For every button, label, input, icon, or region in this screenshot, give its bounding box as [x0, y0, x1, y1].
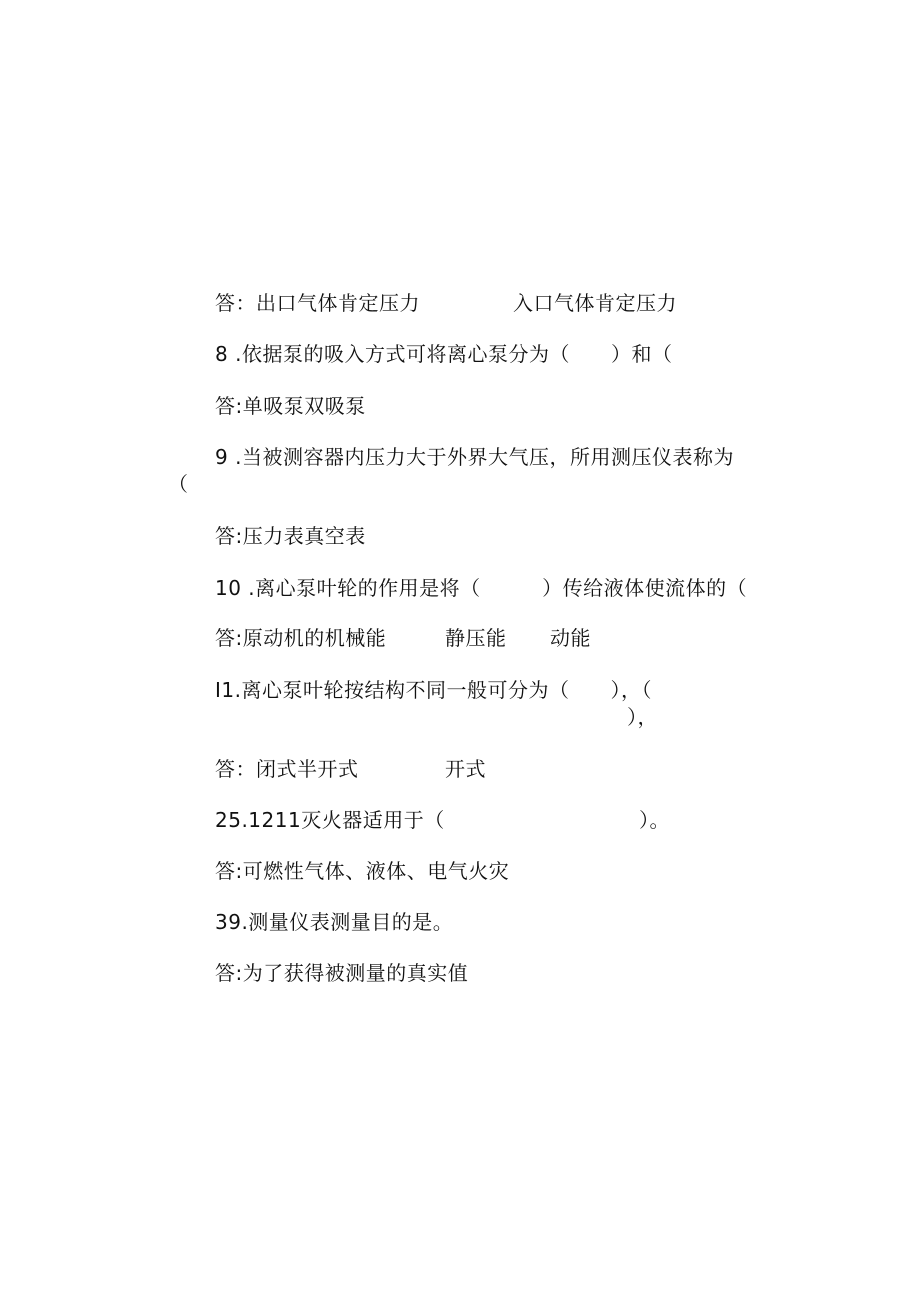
answer-part-1: 答:压力表真空表 [215, 524, 366, 548]
answer-part-1: 答:原动机的机械能 [215, 626, 387, 650]
answer-part-1: 答:为了获得被测量的真实值 [215, 961, 469, 985]
answer-part-1: 答:可燃性气体、液体、电气火灾 [215, 859, 510, 883]
question-10: 10 .离心泵叶轮的作用是将（ ）传给液体使流体的（ [215, 576, 748, 600]
answer-39 [215, 961, 469, 1009]
answer-8 [215, 394, 366, 442]
answer-part-1: 答：出口气体肯定压力 [215, 291, 420, 315]
question-8: 8 .依据泵的吸入方式可将离心泵分为（ ）和（ [215, 342, 673, 366]
question-39: 39.测量仪表测量目的是。 [215, 910, 454, 934]
answer-part-3: 动能 [550, 626, 591, 650]
answer-part-2: 静压能 [445, 626, 507, 650]
answer-part-1: 答：闭式半开式 [215, 757, 359, 781]
question-11-continuation: ）， [627, 705, 658, 729]
answer-9 [215, 524, 366, 572]
answer-part-1: 答:单吸泵双吸泵 [215, 394, 366, 418]
question-11: I1.离心泵叶轮按结构不同一般可分为（ ），（ [215, 678, 652, 702]
question-9-continuation: （ [168, 472, 189, 496]
question-9: 9 .当被测容器内压力大于外界大气压，所用测压仪表称为 [215, 445, 734, 469]
question-25-end: ）。 [639, 808, 670, 832]
answer-part-2: 入口气体肯定压力 [513, 291, 677, 315]
question-25-text: 25.1211灭火器适用于（ [215, 808, 445, 832]
answer-25 [215, 859, 510, 907]
answer-part-2: 开式 [445, 757, 486, 781]
